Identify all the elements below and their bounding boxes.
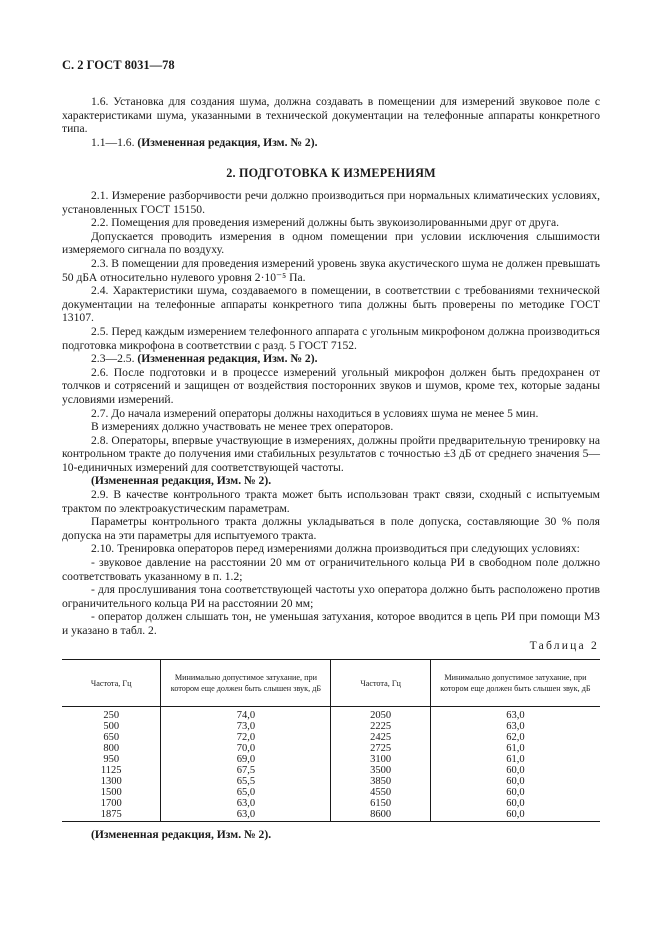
paragraph-1-6: 1.6. Установка для создания шума, должна создавать в помещении для измерений звуковое поле с характеристиками шума, указанными в технической документации на телефонные аппараты конкретного типа. (62, 95, 600, 136)
table-cell: 61,0 (430, 754, 600, 765)
table-cell: 70,0 (161, 743, 331, 754)
footer-revision-note: (Измененная редакция, Изм. № 2). (91, 828, 272, 841)
table-row (62, 743, 600, 754)
paragraph-2-1: 2.1. Измерение разборчивости речи должно производиться при нормальных климатических условиях, установленных ГОСТ 15150. (62, 189, 600, 216)
paragraph-2-3: 2.3. В помещении для проведения измерений уровень звука акустического шума не должен превышать 50 дБА относительно нулевого уровня 2·10⁻⁵ Па. (62, 256, 600, 284)
table-cell: 2225 (331, 721, 430, 732)
table-header-row (62, 660, 600, 707)
revision-prefix: 2.3—2.5. (91, 352, 135, 366)
table-row (62, 754, 600, 765)
table-row (62, 765, 600, 776)
paragraph-2-2b: Допускается проводить измерения в одном помещении при условии исключения слышимости измеряемого сигнала по воздуху. (62, 229, 600, 257)
table-cell: 65,5 (161, 776, 331, 787)
table-cell: 800 (103, 743, 120, 754)
table-cell: 1300 (100, 776, 122, 787)
table-cell: 950 (103, 754, 120, 765)
table-cell: 63,0 (161, 809, 331, 822)
table-cell: 60,0 (430, 798, 600, 809)
table-row (62, 721, 600, 732)
table-cell: 3850 (331, 776, 430, 787)
revision-text: (Измененная редакция, Изм. № 2). (137, 135, 318, 149)
table-cell: 1125 (100, 765, 122, 776)
revision-prefix: 1.1—1.6. (91, 135, 135, 149)
section-2-body (62, 189, 600, 638)
revision-text: (Измененная редакция, Изм. № 2). (137, 352, 318, 366)
revision-note-1 (62, 136, 600, 150)
table-row (62, 732, 600, 743)
table-cell: 500 (103, 721, 120, 732)
table-cell: 72,0 (161, 732, 331, 743)
table-cell: 62,0 (430, 732, 600, 743)
table-cell: 1875 (62, 809, 161, 822)
list-item-2: - для прослушивания тона соответствующей частоты ухо оператора должно быть расположено против ограничительного кольца РИ на расстоянии 20 мм; (62, 583, 600, 610)
table-cell: 60,0 (430, 809, 600, 822)
table-cell: 67,5 (161, 765, 331, 776)
table-cell: 63,0 (430, 707, 600, 722)
table-row (62, 798, 600, 809)
table-cell: 63,0 (161, 798, 331, 809)
page-header: С. 2 ГОСТ 8031—78 (62, 58, 175, 72)
paragraph-2-6: 2.6. После подготовки и в процессе измерений угольный микрофон должен быть предохранен от толчков и сотрясений и защищен от воздействия посторонних звуков и шумов, кроме тех, которые заданы условиями измерений. (62, 365, 600, 406)
table-cell: 60,0 (430, 787, 600, 798)
paragraph-2-7: 2.7. До начала измерений операторы должны находиться в условиях шума не менее 5 мин. (91, 406, 539, 420)
column-header-frequency: Частота, Гц (331, 660, 430, 707)
list-item-1: - звуковое давление на расстоянии 20 мм от ограничительного кольца РИ в свободном поле должно соответствовать указанному в п. 1.2; (62, 556, 600, 583)
table-row (62, 787, 600, 798)
table-cell: 3100 (331, 754, 430, 765)
table-cell: 60,0 (430, 776, 600, 787)
table-cell: 74,0 (161, 707, 331, 722)
table-2 (62, 659, 600, 822)
table-cell: 1500 (100, 787, 122, 798)
paragraph-2-7b: В измерениях должно участвовать не менее трех операторов. (91, 420, 394, 434)
paragraph-2-10: 2.10. Тренировка операторов перед измерениями должна производиться при следующих условиях: (91, 542, 580, 556)
list-item-3: - оператор должен слышать тон, не уменьшая затухания, которое вводится в цепь РИ при помощи МЗ и указано в табл. 2. (62, 610, 600, 637)
table-row (62, 809, 600, 822)
table-cell: 60,0 (430, 765, 600, 776)
revision-note-2-3 (62, 352, 600, 366)
table-cell: 2725 (331, 743, 430, 754)
table-cell: 63,0 (430, 721, 600, 732)
section-2-title: 2. ПОДГОТОВКА К ИЗМЕРЕНИЯМ (226, 166, 436, 180)
table-cell: 61,0 (430, 743, 600, 754)
paragraph-2-4: 2.4. Характеристики шума, создаваемого в помещении, в соответствии с требованиями технической документации на телефонные аппараты конкретного типа должны быть проверены по методике ГОСТ 13107. (62, 284, 600, 325)
table-cell: 73,0 (161, 721, 331, 732)
table-cell: 8600 (331, 809, 430, 822)
table-cell: 2050 (331, 707, 430, 722)
table-cell: 1700 (100, 798, 122, 809)
paragraph-2-5: 2.5. Перед каждым измерением телефонного аппарата с угольным микрофоном должна производиться подготовка микрофона в соответствии с разд. 5 ГОСТ 7152. (62, 324, 600, 352)
column-header-attenuation: Минимально допустимое затухание, при котором еще должен быть слышен звук, дБ (161, 660, 331, 707)
paragraph-2-8: 2.8. Операторы, впервые участвующие в измерениях, должны пройти предварительную тренировку на контрольном тракте до получения ими стабильных результатов с точностью ±3 дБ от среднего значения 5—10-единичных измерений для соответствующей частоты. (62, 433, 600, 474)
section-1-tail (62, 95, 600, 149)
table-row (62, 707, 600, 722)
table-cell: 69,0 (161, 754, 331, 765)
table-cell: 6150 (331, 798, 430, 809)
table-cell: 4550 (331, 787, 430, 798)
column-header-attenuation: Минимально допустимое затухание, при котором еще должен быть слышен звук, дБ (430, 660, 600, 707)
table-2-body (62, 707, 600, 822)
paragraph-2-2: 2.2. Помещения для проведения измерений должны быть звукоизолированными друг от друга. (91, 216, 560, 230)
table-cell: 2425 (331, 732, 430, 743)
column-header-frequency: Частота, Гц (62, 660, 161, 707)
paragraph-2-9b: Параметры контрольного тракта должны укладываться в поле допуска, составляющие 30 % поля допуска на эти параметры для испытуемого тракта. (62, 515, 600, 542)
table-row (62, 776, 600, 787)
revision-note-2-8: (Измененная редакция, Изм. № 2). (91, 474, 272, 488)
paragraph-2-9: 2.9. В качестве контрольного тракта может быть использован тракт связи, сходный с испытуемым трактом по электроакустическим параметрам. (62, 488, 600, 515)
table-cell: 3500 (331, 765, 430, 776)
table-cell: 65,0 (161, 787, 331, 798)
table-2-caption: Таблица 2 (529, 639, 599, 652)
table-cell: 250 (103, 710, 120, 721)
table-cell: 650 (103, 732, 120, 743)
